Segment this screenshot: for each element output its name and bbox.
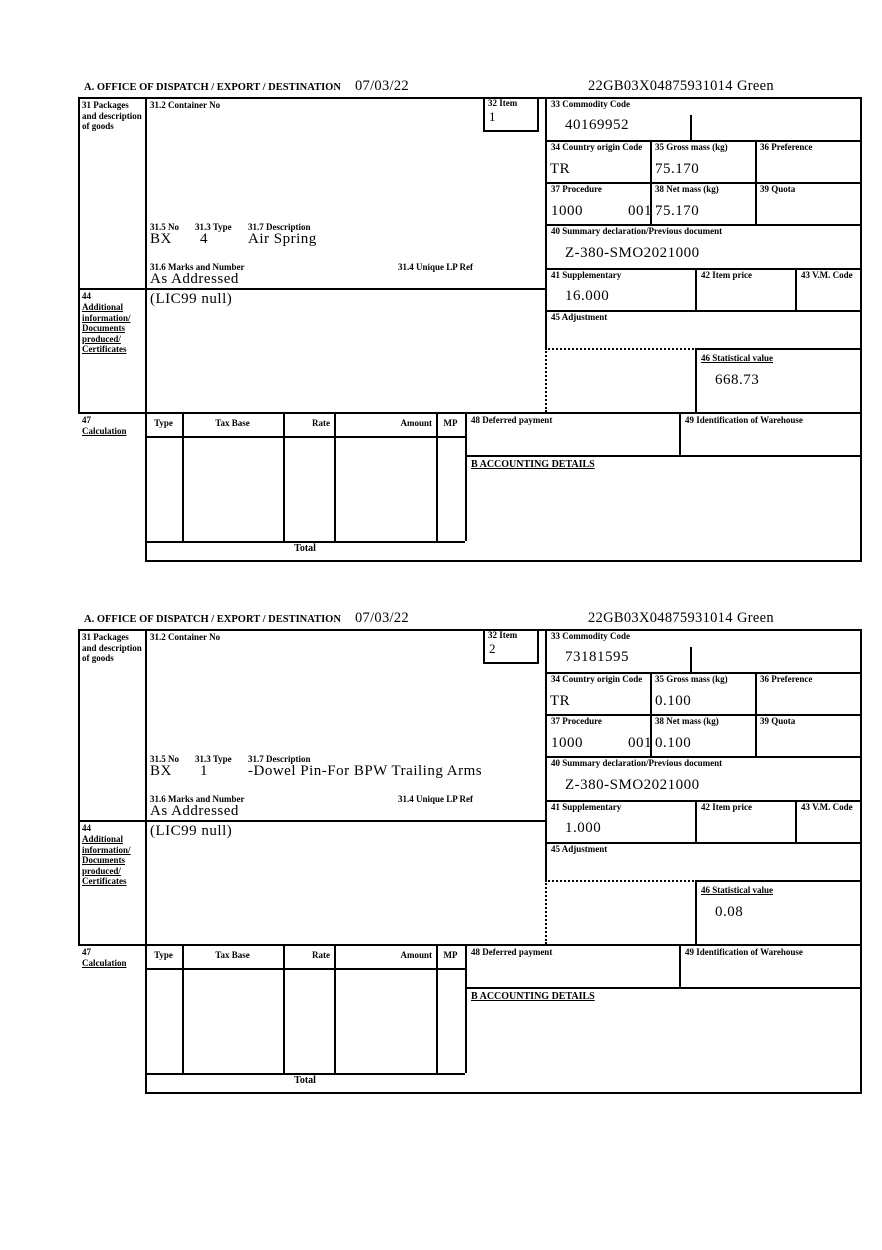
country-origin-label: 34 Country origin Code — [551, 142, 643, 152]
summary-declaration-value: Z-380-SMO2021000 — [565, 777, 700, 793]
description-value: -Dowel Pin-For BPW Trailing Arms — [248, 763, 483, 779]
commodity-code-divider — [690, 647, 692, 672]
warehouse-id-label: 49 Identification of Warehouse — [685, 415, 803, 425]
box44-label: Additional information/ Documents produced/ Certificates — [82, 834, 131, 886]
item-number-value: 1 — [489, 109, 496, 124]
commodity-code-value: 40169952 — [565, 117, 629, 133]
col-type-header: Type — [154, 950, 173, 960]
declaration-date: 07/03/22 — [355, 610, 409, 626]
total-label: Total — [294, 543, 316, 554]
box47-number: 47 — [82, 947, 91, 957]
procedure-label: 37 Procedure — [551, 716, 602, 726]
col-mp-header: MP — [443, 950, 458, 960]
statistical-value-label: 46 Statistical value — [701, 885, 773, 895]
col-amount-header: Amount — [400, 418, 432, 428]
unique-lp-ref-label: 31.4 Unique LP Ref — [398, 794, 474, 804]
deferred-payment-label: 48 Deferred payment — [471, 415, 553, 425]
supplementary-value: 1.000 — [565, 820, 602, 836]
form-line-top — [78, 97, 862, 99]
form-line-b42-b43 — [795, 800, 797, 842]
marks-value: As Addressed — [150, 803, 239, 819]
form-line-b35-b36 — [755, 672, 757, 756]
form-line-b48-bottom — [465, 455, 862, 457]
supplementary-label: 41 Supplementary — [551, 802, 622, 812]
item-price-label: 42 Item price — [701, 802, 752, 812]
adjustment-dotted-region — [545, 880, 697, 944]
route-status: Green — [737, 610, 774, 626]
accounting-details-label: B ACCOUNTING DETAILS — [471, 991, 595, 1002]
form-line-right — [860, 629, 862, 1094]
quota-label: 39 Quota — [760, 184, 796, 194]
statistical-value-value: 668.73 — [715, 372, 760, 388]
form-line-type-col — [182, 412, 184, 541]
net-mass-value: 75.170 — [655, 203, 700, 219]
summary-declaration-value: Z-380-SMO2021000 — [565, 245, 700, 261]
box47-label: Calculation — [82, 426, 127, 436]
form-line-right — [860, 97, 862, 562]
form-line-amount-col — [436, 412, 438, 541]
form-line-b42-b43 — [795, 268, 797, 310]
form-line-table-header-bottom — [145, 436, 465, 438]
package-no-label: 31.5 No — [150, 754, 179, 764]
statistical-value-label: 46 Statistical value — [701, 353, 773, 363]
marks-value: As Addressed — [150, 271, 239, 287]
procedure-ext-value: 001 — [628, 203, 652, 219]
package-type-label: 31.3 Type — [195, 754, 232, 764]
form-line-top — [78, 629, 862, 631]
form-line-b48-bottom — [465, 987, 862, 989]
statistical-value-value: 0.08 — [715, 904, 744, 920]
form-line-b41-b42 — [695, 268, 697, 310]
col-rate-header: Rate — [312, 418, 330, 428]
preference-label: 36 Preference — [760, 142, 813, 152]
procedure-value: 1000 — [551, 735, 583, 751]
declaration-date: 07/03/22 — [355, 78, 409, 94]
gross-mass-value: 0.100 — [655, 693, 692, 709]
country-origin-value: TR — [550, 161, 571, 177]
package-type-value: 1 — [200, 763, 208, 779]
marks-label: 31.6 Marks and Number — [150, 262, 245, 272]
package-no-value: BX — [150, 231, 172, 247]
col-type-header: Type — [154, 418, 173, 428]
box44-number: 44 — [82, 823, 91, 833]
summary-declaration-label: 40 Summary declaration/Previous document — [551, 758, 723, 768]
route-status: Green — [737, 78, 774, 94]
form-line-rate-col — [334, 944, 336, 1073]
commodity-code-value: 73181595 — [565, 649, 629, 665]
form-line-taxbase-col — [283, 412, 285, 541]
form-line-table-header-bottom — [145, 968, 465, 970]
summary-declaration-label: 40 Summary declaration/Previous document — [551, 226, 723, 236]
commodity-code-label: 33 Commodity Code — [551, 99, 630, 109]
form-line-bottom — [145, 1092, 862, 1094]
adjustment-label: 45 Adjustment — [551, 844, 608, 854]
form-line-b48-b49 — [679, 944, 681, 987]
form-line-mp-col — [465, 944, 467, 1073]
additional-information-value: (LIC99 null) — [150, 291, 233, 307]
form-line-type-col — [182, 944, 184, 1073]
form-line-taxbase-col — [283, 944, 285, 1073]
package-no-label: 31.5 No — [150, 222, 179, 232]
form-line-box44-top — [78, 288, 545, 290]
item-number-value: 2 — [489, 641, 496, 656]
package-no-value: BX — [150, 763, 172, 779]
col-taxbase-header: Tax Base — [215, 950, 250, 960]
package-type-value: 4 — [200, 231, 208, 247]
commodity-code-divider — [690, 115, 692, 140]
form-line-left — [78, 629, 80, 944]
item-number-box — [483, 97, 539, 132]
gross-mass-label: 35 Gross mass (kg) — [655, 142, 728, 152]
commodity-code-label: 33 Commodity Code — [551, 631, 630, 641]
box47-label: Calculation — [82, 958, 127, 968]
col-amount-header: Amount — [400, 950, 432, 960]
net-mass-label: 38 Net mass (kg) — [655, 716, 719, 726]
form-line-box47-top — [78, 412, 862, 414]
preference-label: 36 Preference — [760, 674, 813, 684]
country-origin-value: TR — [550, 693, 571, 709]
supplementary-value: 16.000 — [565, 288, 610, 304]
box44-label: Additional information/ Documents produced/ Certificates — [82, 302, 131, 354]
procedure-value: 1000 — [551, 203, 583, 219]
declaration-reference: 22GB03X04875931014 — [588, 78, 733, 94]
warehouse-id-label: 49 Identification of Warehouse — [685, 947, 803, 957]
vm-code-label: 43 V.M. Code — [801, 270, 853, 280]
form-line-box44-top — [78, 820, 545, 822]
office-of-dispatch-label: A. OFFICE OF DISPATCH / EXPORT / DESTINATION — [84, 82, 341, 93]
item-number-label: 32 Item — [488, 98, 518, 108]
description-label: 31.7 Description — [248, 754, 311, 764]
marks-label: 31.6 Marks and Number — [150, 794, 245, 804]
total-label: Total — [294, 1075, 316, 1086]
office-of-dispatch-label: A. OFFICE OF DISPATCH / EXPORT / DESTINATION — [84, 614, 341, 625]
container-no-label: 31.2 Container No — [150, 100, 221, 110]
box31-label: 31 Packages and description of goods — [82, 632, 142, 663]
form-line-rate-col — [334, 412, 336, 541]
quota-label: 39 Quota — [760, 716, 796, 726]
gross-mass-label: 35 Gross mass (kg) — [655, 674, 728, 684]
item-number-label: 32 Item — [488, 630, 518, 640]
description-label: 31.7 Description — [248, 222, 311, 232]
item-number-box — [483, 629, 539, 664]
procedure-ext-value: 001 — [628, 735, 652, 751]
package-type-label: 31.3 Type — [195, 222, 232, 232]
adjustment-label: 45 Adjustment — [551, 312, 608, 322]
country-origin-label: 34 Country origin Code — [551, 674, 643, 684]
declaration-item-block — [78, 610, 862, 1094]
form-line-left — [78, 97, 80, 412]
accounting-details-label: B ACCOUNTING DETAILS — [471, 459, 595, 470]
box44-number: 44 — [82, 291, 91, 301]
additional-information-value: (LIC99 null) — [150, 823, 233, 839]
form-line-box47-top — [78, 944, 862, 946]
form-line-mp-col — [465, 412, 467, 541]
col-mp-header: MP — [443, 418, 458, 428]
form-line-leftcol — [145, 97, 147, 560]
supplementary-label: 41 Supplementary — [551, 270, 622, 280]
col-rate-header: Rate — [312, 950, 330, 960]
col-taxbase-header: Tax Base — [215, 418, 250, 428]
adjustment-dotted-region — [545, 348, 697, 412]
form-line-bottom — [145, 560, 862, 562]
description-value: Air Spring — [248, 231, 317, 247]
unique-lp-ref-label: 31.4 Unique LP Ref — [398, 262, 474, 272]
item-price-label: 42 Item price — [701, 270, 752, 280]
declaration-reference: 22GB03X04875931014 — [588, 610, 733, 626]
declaration-item-block — [78, 78, 862, 562]
procedure-label: 37 Procedure — [551, 184, 602, 194]
form-line-b41-b42 — [695, 800, 697, 842]
box31-label: 31 Packages and description of goods — [82, 100, 142, 131]
deferred-payment-label: 48 Deferred payment — [471, 947, 553, 957]
container-no-label: 31.2 Container No — [150, 632, 221, 642]
form-line-b35-b36 — [755, 140, 757, 224]
box47-number: 47 — [82, 415, 91, 425]
vm-code-label: 43 V.M. Code — [801, 802, 853, 812]
form-line-b48-b49 — [679, 412, 681, 455]
net-mass-label: 38 Net mass (kg) — [655, 184, 719, 194]
form-line-amount-col — [436, 944, 438, 1073]
gross-mass-value: 75.170 — [655, 161, 700, 177]
form-line-leftcol — [145, 629, 147, 1092]
net-mass-value: 0.100 — [655, 735, 692, 751]
